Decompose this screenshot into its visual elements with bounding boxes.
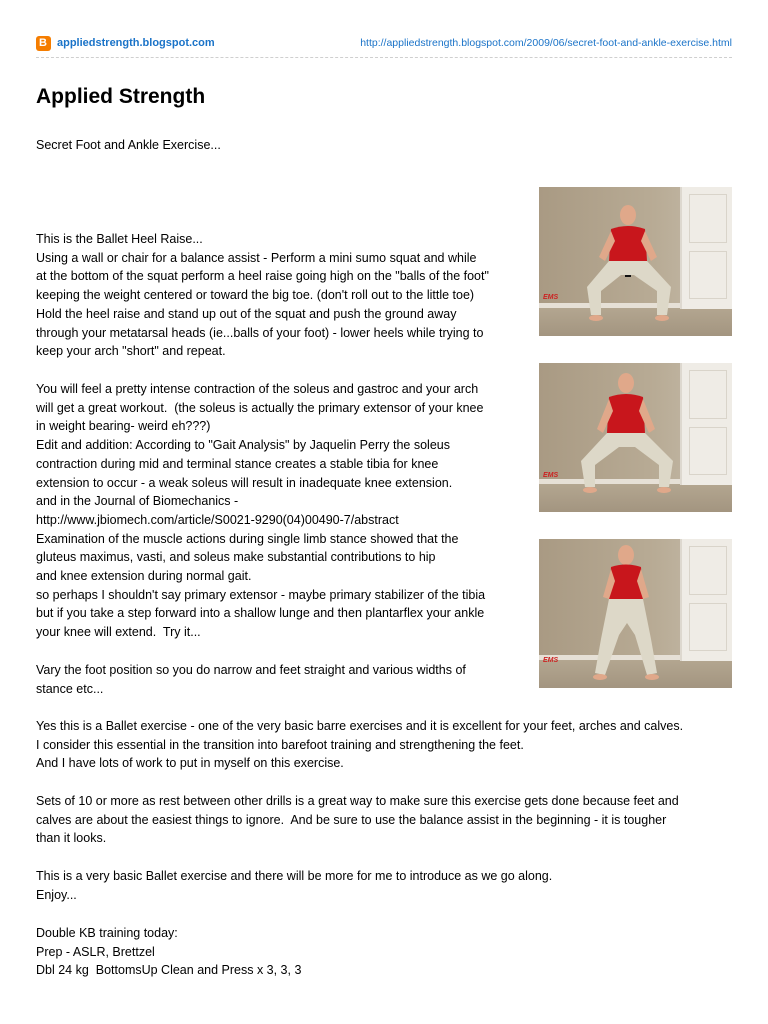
post-paragraph-1: This is the Ballet Heel Raise... Using a wall or chair for a balance assist - Perform a mini sumo squat and while at the bottom of the squat perform a heel raise going high on the "balls of the foot" keeping the weight centered or toward the big toe. (don't roll out to the little toe) Hold the heel raise and stand up out of the squat and push the ground away through your metatarsal heads (ie...balls of your foot) - lower heels while trying to keep your arch "short" and repeat.: [36, 232, 489, 359]
post-paragraph-2: You will feel a pretty intense contraction of the soleus and gastroc and your arch will get a great workout. (the soleus is actually the primary extensor of your knee in weight bearing- weird eh???) Edit and addition: According to "Gait Analysis" by Jaquelin Perry the soleus contraction during mid and terminal stance creates a stable tibia for knee extension to occur - a weak soleus will result in inadequate knee extension. and in the Journal of Biomechanics - http://www.jbiomech.com/article/S0021-9290(04)00490-7/abstract Examination of the muscle actions during single limb stance showed that the gluteus maximus, vasti, and soleus make substantial contributions to hip and knee extension during normal gait. so perhaps I shouldn't say primary extensor - maybe primary stabilizer of the tibia but if you take a step forward into a shallow lunge and then plantarflex your ankle your knee will extend. Try it...: [36, 382, 486, 640]
site-link[interactable]: appliedstrength.blogspot.com: [57, 37, 215, 49]
photo-watermark: EMS: [543, 472, 559, 479]
post-paragraph-6: This is a very basic Ballet exercise and there will be more for me to introduce as we go along. Enjoy...: [36, 869, 553, 902]
photo-watermark: EMS: [543, 294, 559, 301]
exercise-photo-2: [539, 363, 732, 512]
post-paragraph-4: Yes this is a Ballet exercise - one of the very basic barre exercises and it is excellent for your feet, arches and calves. I consider this essential in the transition into barefoot training and strengthening the feet. And I have lots of work to put in myself on this exercise.: [36, 719, 684, 771]
post-paragraph-7: Double KB training today: Prep - ASLR, Brettzel Dbl 24 kg BottomsUp Clean and Press x 3, 3, 3: [36, 926, 302, 978]
page-url-link[interactable]: http://appliedstrength.blogspot.com/2009/06/secret-foot-and-ankle-exercise.html: [360, 37, 732, 49]
post-paragraph-3: Vary the foot position so you do narrow and feet straight and various widths of stance etc...: [36, 663, 466, 696]
blogger-icon[interactable]: B: [36, 36, 51, 51]
exercise-photo-1: [539, 187, 732, 336]
post-title: Secret Foot and Ankle Exercise...: [36, 138, 221, 152]
header-bar: [36, 34, 732, 54]
exercise-photo-3: [539, 539, 732, 688]
blog-title: Applied Strength: [36, 85, 206, 108]
athlete-figure: [539, 539, 732, 688]
athlete-figure: [539, 363, 732, 512]
photo-watermark: EMS: [543, 657, 559, 664]
header-divider: [36, 57, 732, 58]
post-paragraph-5: Sets of 10 or more as rest between other drills is a great way to make sure this exercise gets done because feet and calves are about the easiest things to ignore. And be sure to use the balance assist in the beginning - it is tougher than it looks.: [36, 794, 679, 846]
athlete-figure: [539, 187, 732, 336]
